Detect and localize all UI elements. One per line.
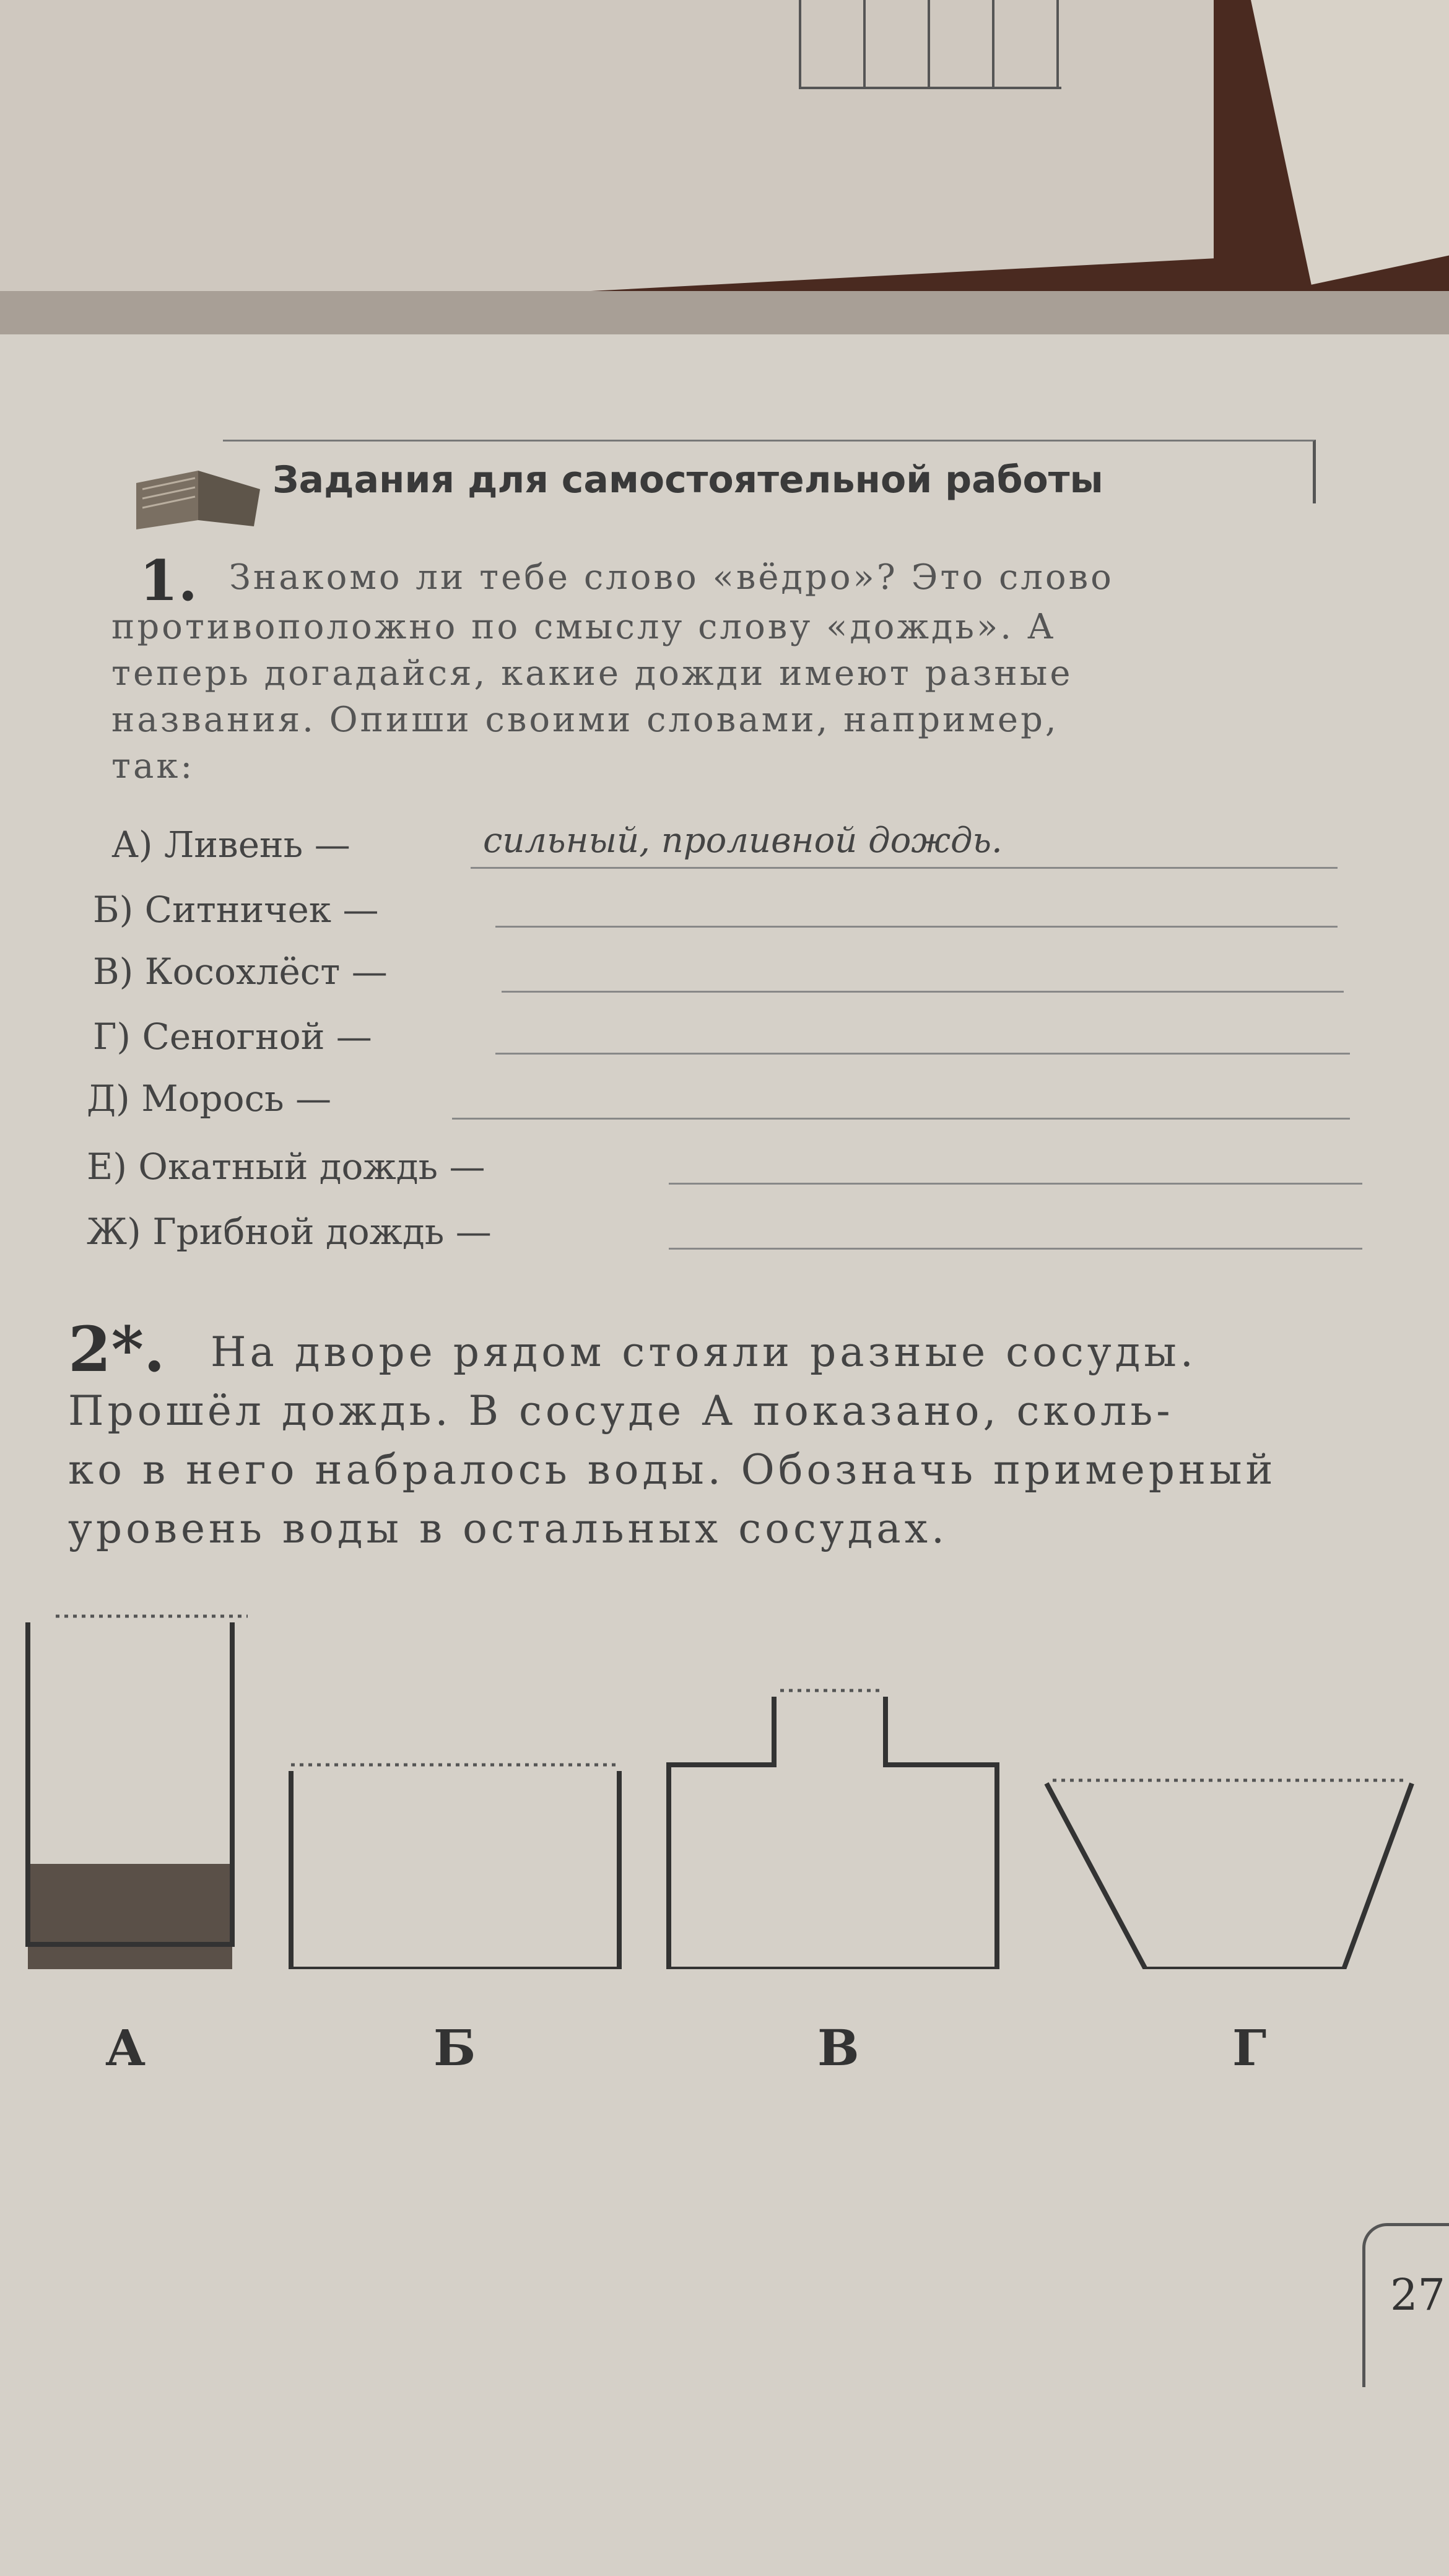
- vessel-label-g: Г: [1232, 2019, 1267, 2077]
- vessel-label-a: А: [105, 2019, 146, 2077]
- option-label: В) Косохлёст —: [93, 951, 388, 993]
- option-label: Б) Ситничек —: [93, 889, 379, 931]
- answer-line: [502, 991, 1344, 993]
- vessel-a: [28, 1616, 248, 1969]
- task2-line: ко в него набралось воды. Обозначь примерный: [68, 1446, 1277, 1494]
- page-number-tab: [1362, 2223, 1449, 2387]
- answer-line: [669, 1248, 1362, 1250]
- task1-line: Знакомо ли тебе слово «вёдро»? Это слово: [229, 557, 1114, 598]
- answer-line: [495, 1053, 1350, 1055]
- section-title: Задания для самостоятельной работы: [272, 458, 1103, 502]
- answer-line: [669, 1183, 1362, 1185]
- task1-line: противоположно по смыслу слову «дождь». А: [111, 607, 1056, 647]
- task2-number: 2*.: [68, 1313, 165, 1386]
- vessel-b: [291, 1765, 619, 1969]
- task1-line: теперь догадайся, какие дожди имеют разные: [111, 653, 1073, 694]
- vessel-g: [1046, 1780, 1412, 1969]
- task1-line: так:: [111, 746, 195, 786]
- handwritten-answer: сильный, проливной дождь.: [483, 820, 1003, 861]
- vessel-label-v: В: [817, 2019, 859, 2077]
- option-label: А) Ливень —: [111, 824, 350, 866]
- workbook-page: [0, 334, 1449, 2576]
- vessel-label-b: Б: [433, 2019, 476, 2077]
- task2-line: На дворе рядом стояли разные сосуды.: [211, 1328, 1197, 1376]
- vessel-v: [669, 1690, 997, 1969]
- page-number: 27: [1390, 2269, 1446, 2320]
- task2-line: уровень воды в остальных сосудах.: [68, 1505, 948, 1552]
- option-label: Ж) Грибной дождь —: [87, 1211, 492, 1253]
- answer-line: [495, 926, 1338, 928]
- task2-line: Прошёл дождь. В сосуде А показано, сколь-: [68, 1387, 1174, 1435]
- option-label: Г) Сеногной —: [93, 1016, 372, 1058]
- water-level-a: [28, 1864, 232, 1969]
- answer-line: [452, 1118, 1350, 1120]
- vessels-diagram: [0, 1598, 1449, 1969]
- task1-line: названия. Опиши своими словами, например,: [111, 700, 1059, 740]
- option-label: Д) Морось —: [87, 1077, 332, 1120]
- page-edge-strip: [0, 291, 1449, 341]
- task1-number: 1.: [139, 548, 198, 614]
- answer-line: [471, 867, 1338, 869]
- option-label: Е) Окатный дождь —: [87, 1146, 485, 1188]
- background-book: [1251, 0, 1449, 285]
- background-table: [799, 0, 1061, 89]
